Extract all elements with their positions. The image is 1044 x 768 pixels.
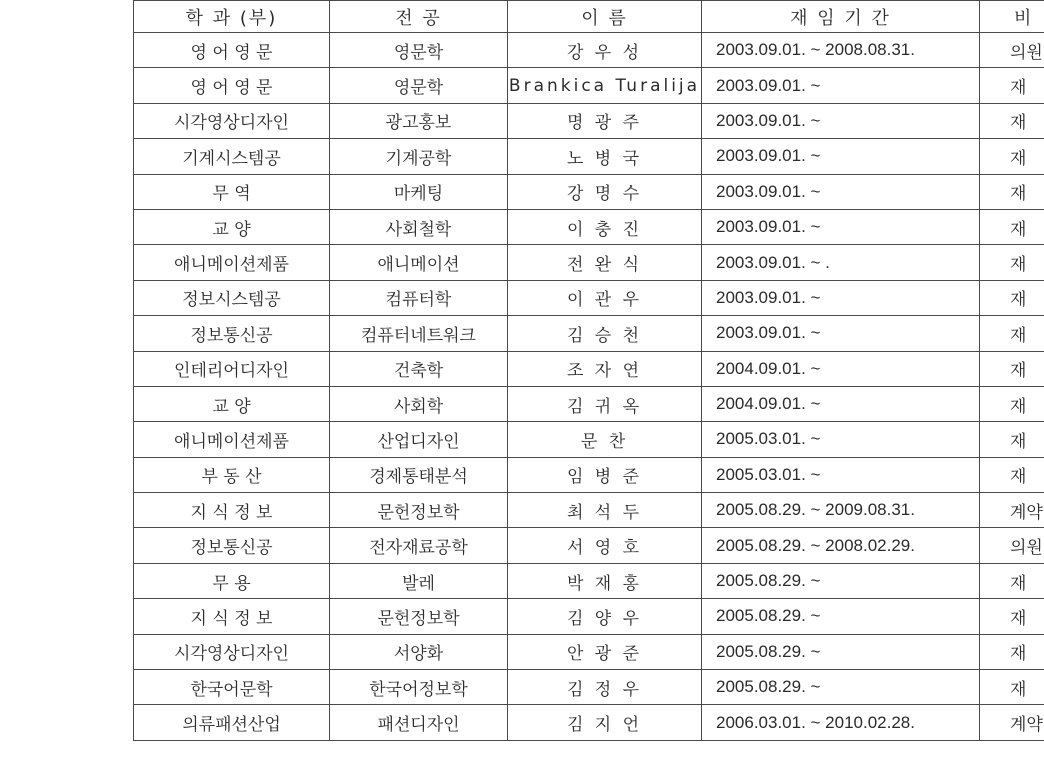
tenure-period-cell: 2003.09.01. ~ 2008.08.31. <box>702 33 980 68</box>
note-cell: 재 <box>980 422 1044 457</box>
major-cell: 서양화 <box>330 634 508 669</box>
department-cell: 교 양 <box>134 209 330 244</box>
name-cell: 임 병 준 <box>508 457 702 492</box>
table-row <box>134 209 1044 244</box>
tenure-period-cell: 2005.03.01. ~ <box>702 422 980 457</box>
note-cell: 재 <box>980 103 1044 138</box>
note-cell: 재 <box>980 457 1044 492</box>
major-cell: 컴퓨터학 <box>330 280 508 315</box>
name-cell: 명 광 주 <box>508 103 702 138</box>
faculty-table-container <box>133 0 1044 741</box>
name-cell: 조 자 연 <box>508 351 702 386</box>
department-cell: 무 용 <box>134 563 330 598</box>
name-cell: 이 충 진 <box>508 209 702 244</box>
table-row <box>134 280 1044 315</box>
department-cell: 기계시스템공 <box>134 139 330 174</box>
note-cell: 재 <box>980 386 1044 421</box>
major-cell: 전자재료공학 <box>330 528 508 563</box>
note-cell: 재 <box>980 316 1044 351</box>
department-cell: 한국어문학 <box>134 670 330 705</box>
header-name: 이 름 <box>508 1 702 33</box>
name-cell: 박 재 홍 <box>508 563 702 598</box>
note-cell: 의원 <box>980 33 1044 68</box>
table-row <box>134 599 1044 634</box>
major-cell: 사회철학 <box>330 209 508 244</box>
tenure-period-cell: 2004.09.01. ~ <box>702 351 980 386</box>
note-cell: 재 <box>980 670 1044 705</box>
name-cell: 강 명 수 <box>508 174 702 209</box>
table-row <box>134 670 1044 705</box>
table-row <box>134 457 1044 492</box>
name-cell: 이 관 우 <box>508 280 702 315</box>
note-cell: 계약 <box>980 493 1044 528</box>
department-cell: 교 양 <box>134 386 330 421</box>
department-cell: 지 식 정 보 <box>134 599 330 634</box>
table-row <box>134 103 1044 138</box>
table-row <box>134 139 1044 174</box>
name-cell: Brankica Turalija <box>508 68 702 103</box>
faculty-tenure-table <box>133 0 1044 741</box>
note-cell: 의원 <box>980 528 1044 563</box>
tenure-period-cell: 2004.09.01. ~ <box>702 386 980 421</box>
note-cell: 재 <box>980 563 1044 598</box>
name-cell: 김 승 천 <box>508 316 702 351</box>
department-cell: 영 어 영 문 <box>134 33 330 68</box>
name-cell: 강 우 성 <box>508 33 702 68</box>
note-cell: 재 <box>980 174 1044 209</box>
header-note: 비 <box>980 1 1044 33</box>
table-row <box>134 174 1044 209</box>
department-cell: 시각영상디자인 <box>134 103 330 138</box>
major-cell: 기계공학 <box>330 139 508 174</box>
note-cell: 계약 <box>980 705 1044 740</box>
tenure-period-cell: 2005.08.29. ~ <box>702 599 980 634</box>
department-cell: 정보통신공 <box>134 528 330 563</box>
major-cell: 컴퓨터네트워크 <box>330 316 508 351</box>
name-cell: 김 귀 옥 <box>508 386 702 421</box>
tenure-period-cell: 2003.09.01. ~ <box>702 174 980 209</box>
major-cell: 한국어정보학 <box>330 670 508 705</box>
header-major: 전 공 <box>330 1 508 33</box>
major-cell: 영문학 <box>330 33 508 68</box>
name-cell: 김 양 우 <box>508 599 702 634</box>
major-cell: 패션디자인 <box>330 705 508 740</box>
table-header-row <box>134 1 1044 33</box>
name-cell: 안 광 준 <box>508 634 702 669</box>
tenure-period-cell: 2003.09.01. ~ <box>702 68 980 103</box>
note-cell: 재 <box>980 209 1044 244</box>
major-cell: 산업디자인 <box>330 422 508 457</box>
department-cell: 정보통신공 <box>134 316 330 351</box>
department-cell: 애니메이션제품 <box>134 422 330 457</box>
note-cell: 재 <box>980 139 1044 174</box>
major-cell: 영문학 <box>330 68 508 103</box>
department-cell: 애니메이션제품 <box>134 245 330 280</box>
note-cell: 재 <box>980 68 1044 103</box>
name-cell: 노 병 국 <box>508 139 702 174</box>
name-cell: 김 지 언 <box>508 705 702 740</box>
major-cell: 문헌정보학 <box>330 599 508 634</box>
major-cell: 발레 <box>330 563 508 598</box>
department-cell: 의류패션산업 <box>134 705 330 740</box>
tenure-period-cell: 2003.09.01. ~ <box>702 280 980 315</box>
name-cell: 서 영 호 <box>508 528 702 563</box>
table-row <box>134 528 1044 563</box>
major-cell: 애니메이션 <box>330 245 508 280</box>
table-row <box>134 386 1044 421</box>
department-cell: 인테리어디자인 <box>134 351 330 386</box>
name-cell: 문 찬 <box>508 422 702 457</box>
header-department: 학 과 (부) <box>134 1 330 33</box>
tenure-period-cell: 2005.08.29. ~ <box>702 670 980 705</box>
name-cell: 김 정 우 <box>508 670 702 705</box>
tenure-period-cell: 2006.03.01. ~ 2010.02.28. <box>702 705 980 740</box>
table-row <box>134 634 1044 669</box>
table-row <box>134 351 1044 386</box>
major-cell: 건축학 <box>330 351 508 386</box>
tenure-period-cell: 2003.09.01. ~ . <box>702 245 980 280</box>
department-cell: 지 식 정 보 <box>134 493 330 528</box>
table-body <box>134 33 1044 741</box>
tenure-period-cell: 2003.09.01. ~ <box>702 316 980 351</box>
major-cell: 문헌정보학 <box>330 493 508 528</box>
tenure-period-cell: 2005.08.29. ~ <box>702 634 980 669</box>
header-tenure-period: 재 임 기 간 <box>702 1 980 33</box>
tenure-period-cell: 2003.09.01. ~ <box>702 103 980 138</box>
tenure-period-cell: 2003.09.01. ~ <box>702 209 980 244</box>
table-row <box>134 316 1044 351</box>
major-cell: 경제통태분석 <box>330 457 508 492</box>
table-row <box>134 563 1044 598</box>
table-row <box>134 422 1044 457</box>
note-cell: 재 <box>980 351 1044 386</box>
note-cell: 재 <box>980 280 1044 315</box>
note-cell: 재 <box>980 599 1044 634</box>
table-row <box>134 33 1044 68</box>
tenure-period-cell: 2003.09.01. ~ <box>702 139 980 174</box>
tenure-period-cell: 2005.03.01. ~ <box>702 457 980 492</box>
table-row <box>134 245 1044 280</box>
table-row <box>134 705 1044 740</box>
table-row <box>134 493 1044 528</box>
department-cell: 부 동 산 <box>134 457 330 492</box>
tenure-period-cell: 2005.08.29. ~ <box>702 563 980 598</box>
department-cell: 시각영상디자인 <box>134 634 330 669</box>
tenure-period-cell: 2005.08.29. ~ 2008.02.29. <box>702 528 980 563</box>
table-row <box>134 68 1044 103</box>
note-cell: 재 <box>980 634 1044 669</box>
major-cell: 광고홍보 <box>330 103 508 138</box>
major-cell: 사회학 <box>330 386 508 421</box>
department-cell: 영 어 영 문 <box>134 68 330 103</box>
name-cell: 최 석 두 <box>508 493 702 528</box>
note-cell: 재 <box>980 245 1044 280</box>
department-cell: 무 역 <box>134 174 330 209</box>
tenure-period-cell: 2005.08.29. ~ 2009.08.31. <box>702 493 980 528</box>
major-cell: 마케팅 <box>330 174 508 209</box>
name-cell: 전 완 식 <box>508 245 702 280</box>
department-cell: 정보시스템공 <box>134 280 330 315</box>
